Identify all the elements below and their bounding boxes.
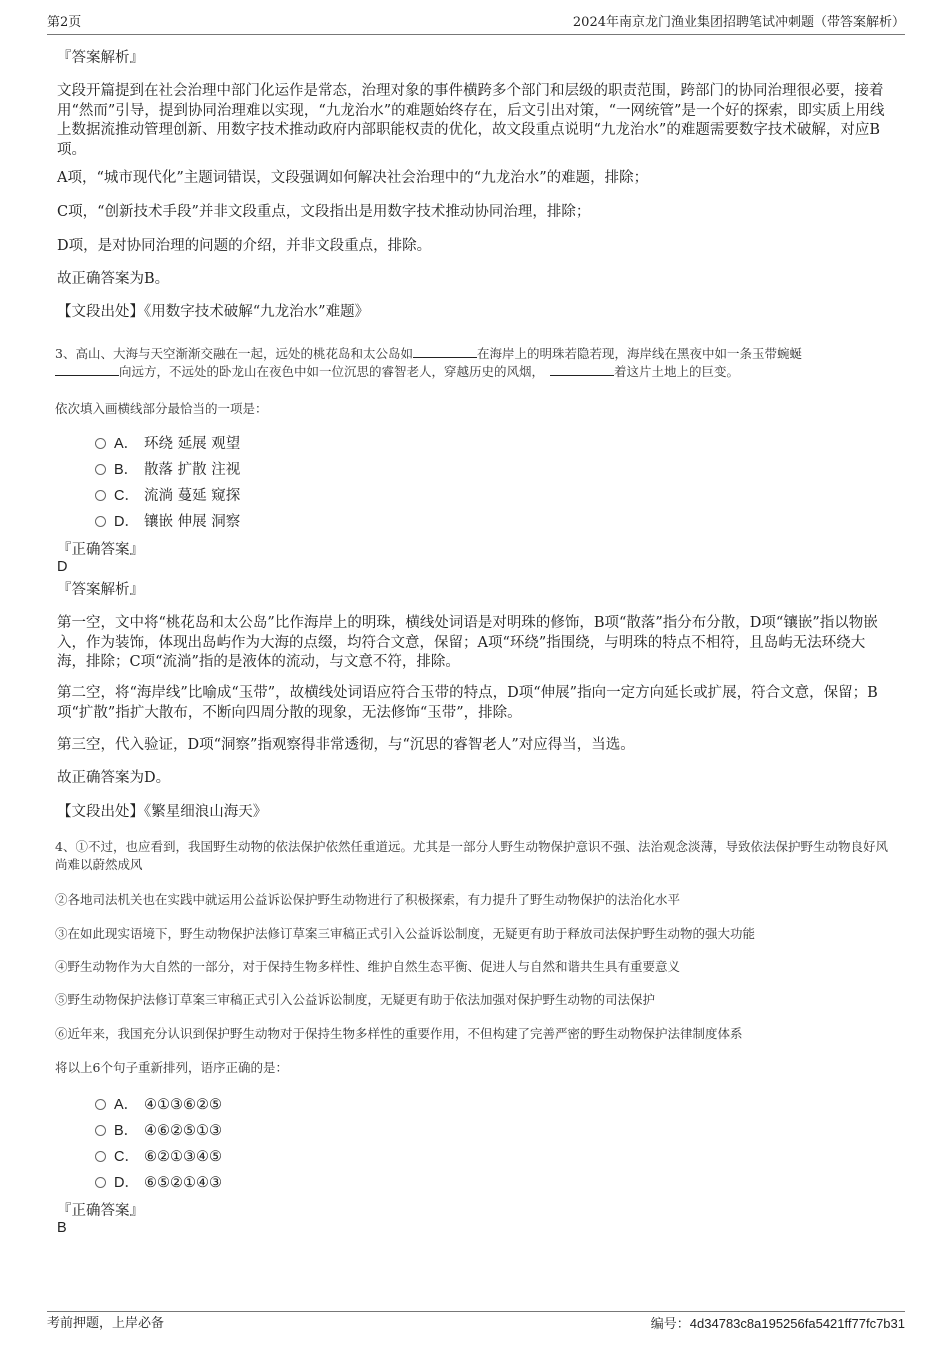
- q3-blank-2: [55, 363, 119, 376]
- radio-icon[interactable]: [95, 490, 106, 501]
- q4-option-d[interactable]: D． ⑥⑤②①④③: [95, 1174, 222, 1192]
- q3-stem-part-2: 在海岸上的明珠若隐若现，海岸线在黑夜中如一条玉带蜿蜒: [476, 346, 802, 361]
- page-footer: [47, 1311, 905, 1331]
- q2-analysis-paragraph-2: A项，“城市现代化”主题词错误，文段强调如何解决社会治理中的“九龙治水”的难题，排除；: [57, 170, 649, 186]
- q3-analysis-paragraph-2: 第二空，将“海岸线”比喻成“玉带”，故横线处词语应符合玉带的特点，D项“伸展”指向一定方向延长或扩展，符合文意，保留；B项“扩散”指扩大散布，不断向四周分散的现象，无法修饰“玉带”，排除。: [57, 685, 878, 721]
- q3-source: [57, 803, 267, 823]
- radio-icon[interactable]: [95, 1151, 106, 1162]
- q3-option-d[interactable]: D． 镶嵌 伸展 洞察: [95, 513, 240, 531]
- q2-analysis-paragraph-4: D项，是对协同治理的问题的介绍，并非文段重点，排除。: [57, 238, 432, 254]
- q2-analysis-paragraph-5: 故正确答案为B。: [57, 271, 170, 287]
- q4-prompt: 将以上6个句子重新排列，语序正确的是：: [55, 1060, 288, 1075]
- q3-source-label: 【文段出处】: [57, 804, 144, 820]
- q3-blank-1: [413, 345, 477, 358]
- q2-analysis-paragraph-3: C项，“创新技术手段”并非文段重点，文段指出是用数字技术推动协同治理，排除；: [57, 204, 591, 220]
- q3-answer: D: [57, 559, 68, 575]
- q2-source-title: 《用数字技术破解“九龙治水”难题》: [144, 304, 370, 320]
- q3-option-a[interactable]: A． 环绕 延展 观望: [95, 435, 240, 453]
- radio-icon[interactable]: [95, 438, 106, 449]
- q4-sentence-5: ⑤野生动物保护法修订草案三审稿正式引入公益诉讼制度，无疑更有助于依法加强对保护野生动物的司法保护: [55, 992, 656, 1007]
- radio-icon[interactable]: [95, 1099, 106, 1110]
- q2-analysis-paragraph-1: 文段开篇提到在社会治理中部门化运作是常态，治理对象的事件横跨多个部门和层级的职责范围，跨部门的协同治理很必要，接着用“然而”引导，提到协同治理难以实现，“九龙治水”的难题始终存在，后文引出对策，“一网统管”是一个好的探索，即实质上用线上数据流推动管理创新、用数字技术推动政府内部职能权责的优化，故文段重点说明“九龙治水”的难题需要数字技术破解，对应B项。: [57, 83, 885, 158]
- q3-prompt: 依次填入画横线部分最恰当的一项是：: [55, 401, 268, 416]
- q2-source: [57, 303, 369, 323]
- q3-analysis-paragraph-1: 第一空，文中将“桃花岛和太公岛”比作海岸上的明珠，横线处词语是对明珠的修饰，B项“散落”指分布分散，D项“镶嵌”指以物嵌入，作为装饰，体现出岛屿作为大海的点缀，均符合文意，保留；A项“环绕”指围绕，与明珠的特点不相符，且岛屿无法环绕大海，排除；C项“流淌”指的是液体的流动，与文意不符，排除。: [57, 615, 878, 670]
- q3-stem-part-1: 3、高山、大海与天空渐渐交融在一起，远处的桃花岛和太公岛如: [55, 346, 413, 361]
- radio-icon[interactable]: [95, 1125, 106, 1136]
- q4-answer-label: 『正确答案』: [57, 1203, 144, 1219]
- radio-icon[interactable]: [95, 516, 106, 527]
- q4-sentence-2: ②各地司法机关也在实践中就运用公益诉讼保护野生动物进行了积极探索，有力提升了野生动物保护的法治化水平: [55, 892, 681, 907]
- radio-icon[interactable]: [95, 1177, 106, 1188]
- q4-sentence-3: ③在如此现实语境下，野生动物保护法修订草案三审稿正式引入公益诉讼制度，无疑更有助于释放司法保护野生动物的强大功能: [55, 926, 756, 941]
- q3-source-title: 《繁星细浪山海天》: [144, 804, 268, 820]
- q4-option-b[interactable]: B． ④⑥②⑤①③: [95, 1122, 222, 1140]
- q3-analysis-label: 『答案解析』: [57, 582, 144, 598]
- page-number: 第2页: [47, 15, 82, 30]
- q4-answer: B: [57, 1220, 67, 1236]
- document-code: 编号：4d34783c8a195256fa5421ff77fc7b31: [650, 1316, 905, 1331]
- q2-analysis-label: 『答案解析』: [57, 50, 144, 66]
- document-title: 2024年南京龙门渔业集团招聘笔试冲刺题（带答案解析）: [572, 15, 905, 30]
- q3-stem: [55, 345, 895, 381]
- q3-stem-part-4: 着这片土地上的巨变。: [614, 364, 740, 379]
- q4-sentence-4: ④野生动物作为大自然的一部分，对于保持生物多样性、维护自然生态平衡、促进人与自然和谐共生具有重要意义: [55, 959, 681, 974]
- q4-option-c[interactable]: C． ⑥②①③④⑤: [95, 1148, 222, 1166]
- footer-slogan: 考前押题，上岸必备: [47, 1316, 165, 1331]
- q3-analysis-paragraph-3: 第三空，代入验证，D项“洞察”指观察得非常透彻，与“沉思的睿智老人”对应得当，当选。: [57, 737, 635, 753]
- q3-stem-part-3: 向远方，不远处的卧龙山在夜色中如一位沉思的睿智老人，穿越历史的风烟，: [119, 364, 545, 379]
- q3-analysis-paragraph-4: 故正确答案为D。: [57, 770, 171, 786]
- page-header: [47, 14, 905, 35]
- q4-sentence-1: 4、①不过，也应看到，我国野生动物的依法保护依然任重道远。尤其是一部分人野生动物保护意识不强、法治观念淡薄，导致依法保护野生动物良好风尚难以蔚然成风: [55, 839, 888, 872]
- q4-sentence-6: ⑥近年来，我国充分认识到保护野生动物对于保持生物多样性的重要作用，不但构建了完善严密的野生动物保护法律制度体系: [55, 1026, 743, 1041]
- radio-icon[interactable]: [95, 464, 106, 475]
- q4-option-a[interactable]: A． ④①③⑥②⑤: [95, 1096, 222, 1114]
- q3-answer-label: 『正确答案』: [57, 542, 144, 558]
- q3-option-c[interactable]: C． 流淌 蔓延 窥探: [95, 487, 240, 505]
- q2-source-label: 【文段出处】: [57, 304, 144, 320]
- q3-blank-3: [550, 363, 614, 376]
- q3-option-b[interactable]: B． 散落 扩散 注视: [95, 461, 240, 479]
